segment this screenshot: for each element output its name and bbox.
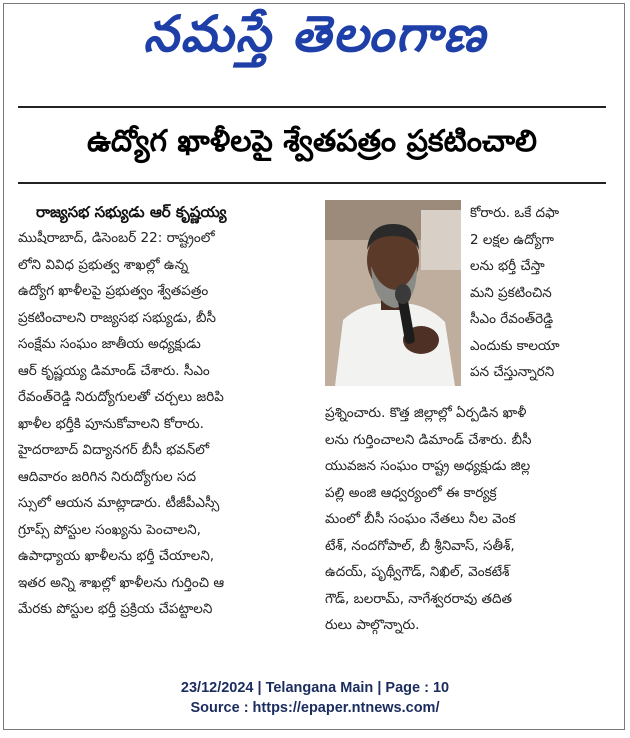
article-text-line: ఉదయ్, పృథ్వీగౌడ్, నిఖిల్, వెంకటేశ్ (325, 564, 510, 580)
article-text-line: లను భర్తీ చేస్తా (470, 258, 545, 274)
speaker-photo (325, 200, 461, 386)
article-text-line: స్సులో ఆయన మాట్లాడారు. టీజీపీఎస్సీ (18, 495, 220, 511)
article-text-line: ఆర్ కృష్ణయ్య డిమాండ్ చేశారు. సీఎం (18, 362, 210, 379)
article-text-line: పల్లి అంజి ఆధ్వర్యంలో ఈ కార్యక్ర (325, 484, 497, 501)
article-text-line: హైదరాబాద్ విద్యానగర్ బీసీ భవన్‌లో (18, 442, 210, 458)
article-text-line: మంలో బీసీ సంఘం నేతలు నీల వెంక (325, 511, 516, 527)
article-column-left (18, 225, 316, 623)
article-text-line: కోరారు. ఒకే దఫా (470, 205, 559, 221)
article-column-right-top (470, 200, 606, 386)
article-text-line: ప్రశ్నించారు. కొత్త జిల్లాల్లో ఏర్పడిన ఖాళీ (325, 405, 527, 421)
newspaper-masthead (0, 4, 630, 72)
article-column-right-bottom (325, 400, 606, 639)
article-text-line: మేరకు పోస్టుల భర్తీ ప్రక్రియ చేపట్టాలని (18, 601, 213, 617)
speaker-with-microphone-photo-icon (325, 200, 461, 386)
article-text-line: రేవంత్‌రెడ్డి నిరుద్యోగులతో చర్చలు జరిపి (18, 389, 224, 405)
masthead-title: నమస్తే తెలంగాణ (143, 4, 487, 63)
article-text-line: ఖాళీల భర్తీకి పూనుకోవాలని కోరారు. (18, 415, 204, 432)
headline-bottom-rule (18, 182, 606, 184)
article-headline: ఉద్యోగ ఖాళీలపై శ్వేతపత్రం ప్రకటించాలి (86, 124, 538, 159)
article-text-line: రులు పాల్గొన్నారు. (325, 617, 420, 633)
article-text-line: ఆదివారం జరిగిన నిరుద్యోగుల సద (18, 468, 197, 485)
edition-info: 23/12/2024 | Telangana Main | Page : 10 (180, 680, 450, 696)
article-byline: రాజ్యసభ సభ్యుడు ఆర్ కృష్ణయ్య (36, 203, 227, 221)
article-text-line: సీఎం రేవంత్‌రెడ్డి (470, 311, 554, 327)
article-text-line: ఉద్యోగ ఖాళీలపై ప్రభుత్వం శ్వేతపత్రం (18, 283, 209, 299)
article-text-line: లోని వివిధ ప్రభుత్వ శాఖల్లో ఉన్న (18, 256, 189, 273)
article-text-line: ముషీరాబాద్, డిసెంబర్ 22: రాష్ట్రంలో (18, 230, 215, 246)
article-text-line: గౌడ్, బలరామ్, నాగేశ్వరరావు తదిత (325, 590, 513, 607)
article-text-line: ఎందుకు కాలయా (470, 337, 560, 354)
article-text-line: ప్రకటించాలని రాజ్యసభ సభ్యుడు, బీసీ (18, 309, 216, 326)
article-text-line: పన చేస్తున్నారని (470, 364, 555, 380)
article-text-line: లను గుర్తించాలని డిమాండ్ చేశారు. బీసీ (325, 431, 532, 448)
article-text-line: సంక్షేమ సంఘం జాతీయ అధ్యక్షుడు (18, 336, 201, 352)
article-text-line: 2 లక్షల ఉద్యోగా (470, 231, 554, 248)
article-text-line: మని ప్రకటించిన (470, 284, 552, 301)
article-text-line: ఉపాధ్యాయ ఖాళీలను భర్తీ చేయాలని, (18, 548, 215, 564)
article-text-line: యువజన సంఘం రాష్ట్ర అధ్యక్షుడు జిల్ల (325, 458, 531, 474)
article-text-line: ఇతర అన్ని శాఖల్లో ఖాళీలను గుర్తించి ఆ (18, 574, 225, 591)
headline-top-rule (18, 106, 606, 108)
source-link[interactable]: Source : https://epaper.ntnews.com/ (190, 700, 440, 716)
article-text-line: గ్రూప్స్ పోస్టుల సంఖ్యను పెంచాలని, (18, 521, 201, 538)
article-text-line: టేశ్, నందగోపాల్, బీ శ్రీనివాస్, సతీశ్, (325, 537, 515, 554)
